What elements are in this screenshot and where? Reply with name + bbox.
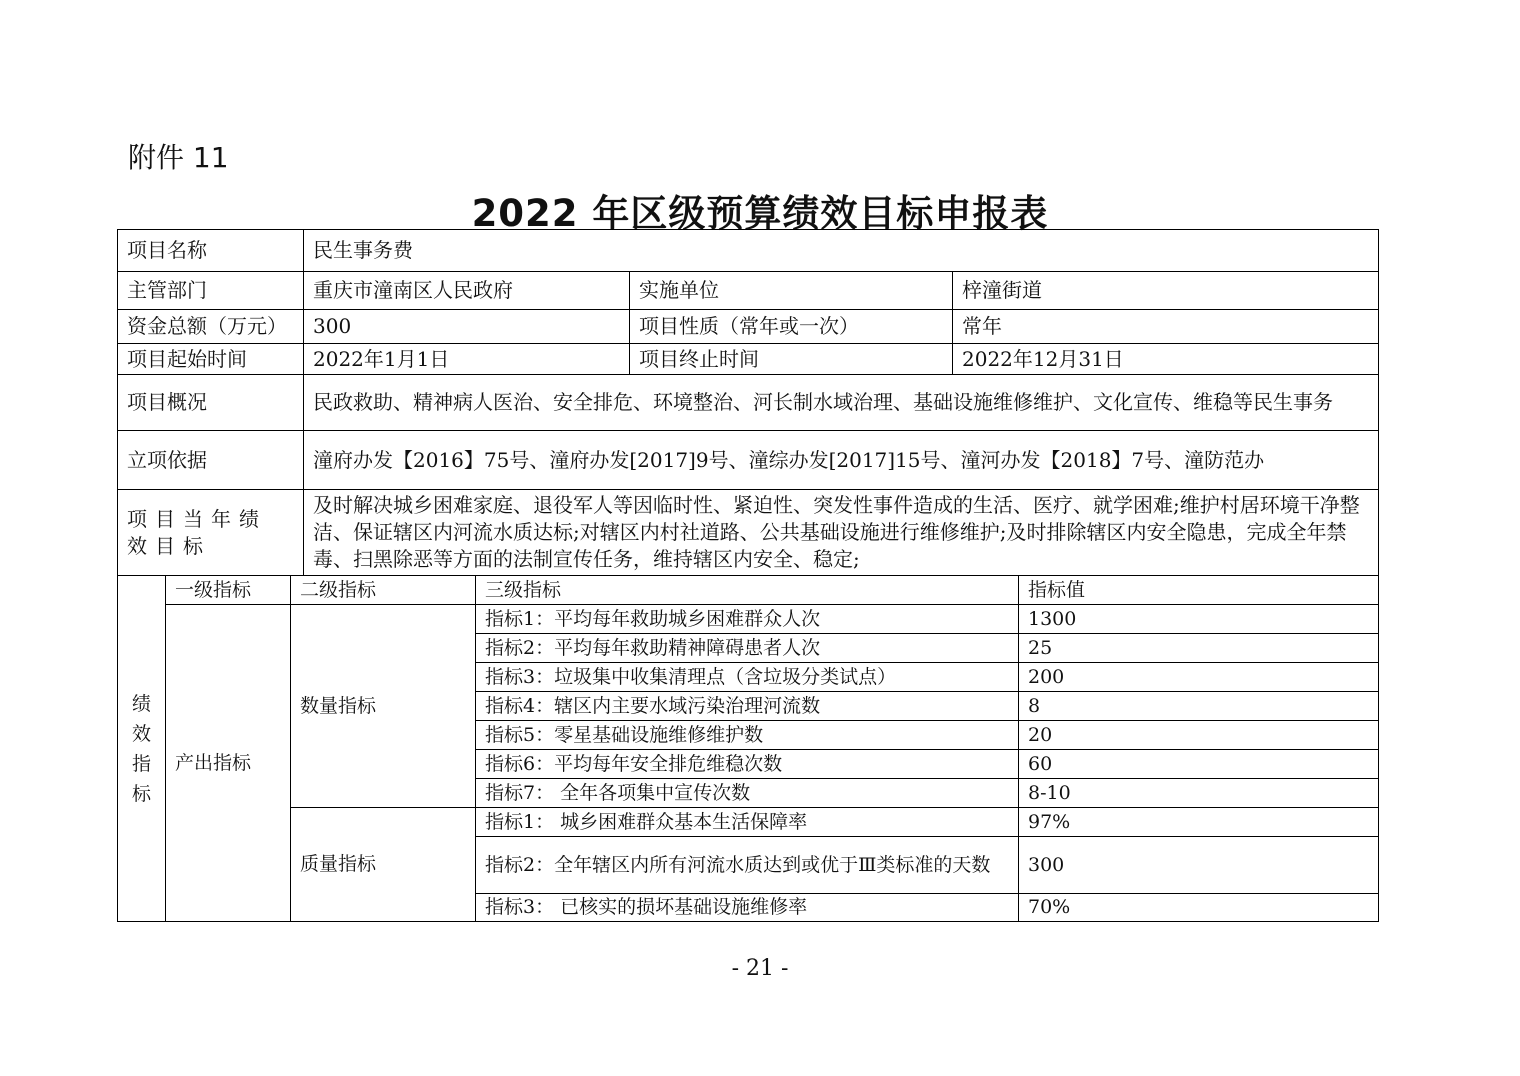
metric-name: 指标4：辖区内主要水域污染治理河流数: [476, 692, 1019, 721]
header-value: 指标值: [1019, 576, 1379, 605]
project-name-label: 项目名称: [118, 230, 304, 272]
basis-value: 潼府办发【2016】75号、潼府办发[2017]9号、潼综办发[2017]15号、潼河办发【2018】7号、潼防范办: [304, 431, 1379, 490]
goal-label: 项目当年绩效目标: [118, 490, 304, 576]
metrics-section-char: 绩: [131, 692, 151, 715]
start-value: 2022年1月1日: [304, 344, 630, 375]
nature-label: 项目性质（常年或一次）: [630, 310, 953, 344]
basis-label: 立项依据: [118, 431, 304, 490]
metric-value: 70%: [1019, 894, 1379, 922]
dept-value: 重庆市潼南区人民政府: [304, 272, 630, 310]
metrics-section-char: 标: [131, 782, 151, 805]
metric-value: 60: [1019, 750, 1379, 779]
nature-value: 常年: [953, 310, 1379, 344]
metric-name: 指标5：零星基础设施维修维护数: [476, 721, 1019, 750]
table-row: [118, 490, 1379, 576]
metric-value: 20: [1019, 721, 1379, 750]
metric-value: 8: [1019, 692, 1379, 721]
table-row: [118, 310, 1379, 344]
metric-value: 200: [1019, 663, 1379, 692]
page-number: - 21 -: [731, 956, 789, 981]
metrics-section-char: 指: [131, 752, 151, 775]
table-row: [118, 272, 1379, 310]
start-label: 项目起始时间: [118, 344, 304, 375]
project-info-table: [117, 229, 1379, 576]
metric-name: 指标6：平均每年安全排危维稳次数: [476, 750, 1019, 779]
attachment-label: 附件 11: [128, 141, 229, 174]
metric-value: 300: [1019, 837, 1379, 894]
end-value: 2022年12月31日: [953, 344, 1379, 375]
unit-label: 实施单位: [630, 272, 953, 310]
table-row: [118, 344, 1379, 375]
metrics-section-label: [118, 576, 166, 922]
goal-value: 及时解决城乡困难家庭、退役军人等因临时性、紧迫性、突发性事件造成的生活、医疗、就学困难;维护村居环境干净整洁、保证辖区内河流水质达标;对辖区内村社道路、公共基础设施进行维修维护;及时排除辖区内安全隐患，完成全年禁毒、扫黑除恶等方面的法制宣传任务，维持辖区内安全、稳定;: [304, 490, 1379, 576]
dept-label: 主管部门: [118, 272, 304, 310]
header-level3: 三级指标: [476, 576, 1019, 605]
metric-name: 指标3： 已核实的损坏基础设施维修率: [476, 894, 1019, 922]
metric-value: 97%: [1019, 808, 1379, 837]
level1-output: 产出指标: [166, 605, 291, 922]
project-name-value: 民生事务费: [304, 230, 1379, 272]
end-label: 项目终止时间: [630, 344, 953, 375]
metric-name: 指标7： 全年各项集中宣传次数: [476, 779, 1019, 808]
metric-value: 8-10: [1019, 779, 1379, 808]
fund-value: 300: [304, 310, 630, 344]
table-row: [118, 808, 1379, 837]
document-title: 2022 年区级预算绩效目标申报表: [471, 192, 1049, 235]
metric-name: 指标3：垃圾集中收集清理点（含垃圾分类试点）: [476, 663, 1019, 692]
metric-name: 指标1：平均每年救助城乡困难群众人次: [476, 605, 1019, 634]
metric-name: 指标1： 城乡困难群众基本生活保障率: [476, 808, 1019, 837]
metric-name: 指标2：平均每年救助精神障碍患者人次: [476, 634, 1019, 663]
metric-value: 1300: [1019, 605, 1379, 634]
fund-label: 资金总额（万元）: [118, 310, 304, 344]
header-level1: 一级指标: [166, 576, 291, 605]
metric-value: 25: [1019, 634, 1379, 663]
table-row: [118, 576, 1379, 605]
table-row: [118, 230, 1379, 272]
unit-value: 梓潼街道: [953, 272, 1379, 310]
overview-value: 民政救助、精神病人医治、安全排危、环境整治、河长制水域治理、基础设施维修维护、文化宣传、维稳等民生事务: [304, 375, 1379, 431]
level2-quantity: 数量指标: [291, 605, 476, 808]
performance-metrics-table: [117, 575, 1379, 922]
table-row: [118, 431, 1379, 490]
header-level2: 二级指标: [291, 576, 476, 605]
table-row: [118, 375, 1379, 431]
overview-label: 项目概况: [118, 375, 304, 431]
table-row: [118, 605, 1379, 634]
metric-name: 指标2：全年辖区内所有河流水质达到或优于Ⅲ类标准的天数: [476, 837, 1019, 894]
metrics-section-char: 效: [131, 722, 151, 745]
level2-quality: 质量指标: [291, 808, 476, 922]
